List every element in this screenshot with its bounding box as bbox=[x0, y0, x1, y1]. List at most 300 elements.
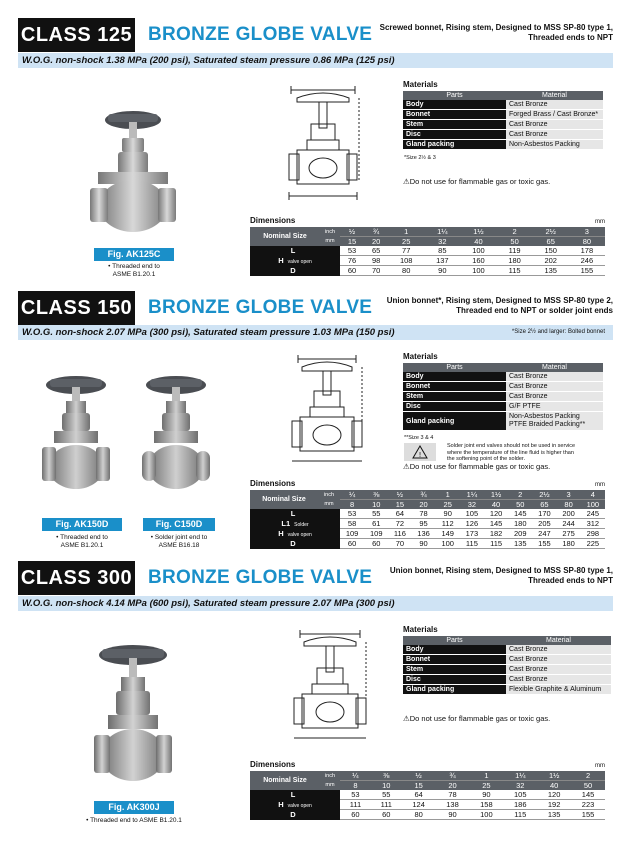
dimension-value: 209 bbox=[508, 529, 532, 539]
dimension-value: 119 bbox=[497, 246, 533, 256]
part-name: Gland packing bbox=[403, 412, 506, 431]
part-material: Cast Bronze bbox=[506, 645, 611, 655]
dimension-value: 160 bbox=[460, 256, 496, 266]
inch-size: 3 bbox=[569, 227, 605, 237]
description-line-2: Threaded end to NPT or solder joint ends bbox=[456, 306, 613, 315]
dimension-value: 244 bbox=[557, 519, 581, 529]
dimension-value: 64 bbox=[402, 790, 436, 800]
mm-size: 40 bbox=[537, 781, 571, 791]
nominal-size-label: Nominal Size bbox=[250, 771, 320, 790]
class-label: CLASS 125 bbox=[18, 18, 135, 52]
part-material: Cast Bronze bbox=[506, 100, 603, 110]
dimension-value: 70 bbox=[364, 266, 388, 276]
row-label: L bbox=[250, 790, 340, 800]
inch-size: 1¼ bbox=[424, 227, 460, 237]
product-title: BRONZE GLOBE VALVE bbox=[148, 567, 373, 588]
figure-caption bbox=[84, 263, 184, 279]
size-note: *Size 2½ & 3 bbox=[404, 155, 436, 161]
dimension-value: 223 bbox=[571, 800, 605, 810]
dimension-value: 182 bbox=[484, 529, 508, 539]
section-class-125 bbox=[0, 0, 633, 285]
dimensions-unit: mm bbox=[595, 763, 605, 769]
dimension-row-l bbox=[250, 790, 605, 800]
part-material: Forged Brass / Cast Bronze* bbox=[506, 110, 603, 120]
mm-size: 25 bbox=[469, 781, 503, 791]
dimension-value: 135 bbox=[537, 810, 571, 820]
mm-size: 15 bbox=[340, 237, 364, 247]
part-name: Disc bbox=[403, 675, 506, 685]
mm-size: 10 bbox=[371, 781, 402, 791]
dimension-value: 80 bbox=[402, 810, 436, 820]
dimension-value: 115 bbox=[497, 266, 533, 276]
materials-row bbox=[403, 402, 603, 412]
valve-photo bbox=[88, 108, 178, 246]
pressure-rating-band: W.O.G. non-shock 1.38 MPa (200 psi), Saturated steam pressure 0.86 MPa (125 psi) bbox=[18, 53, 613, 68]
dimension-value: 155 bbox=[532, 539, 556, 549]
materials-block bbox=[403, 625, 611, 715]
inch-size: 2 bbox=[571, 771, 605, 781]
mm-size: 65 bbox=[532, 500, 556, 510]
dimensions-block bbox=[250, 760, 605, 832]
dimension-value: 155 bbox=[569, 266, 605, 276]
dimension-row-l bbox=[250, 246, 605, 256]
dimensions-title: Dimensions bbox=[250, 479, 296, 488]
materials-table bbox=[403, 363, 603, 431]
inch-size: 1½ bbox=[537, 771, 571, 781]
dimension-value: 115 bbox=[484, 539, 508, 549]
materials-table bbox=[403, 636, 611, 695]
dimension-value: 60 bbox=[340, 266, 364, 276]
material-header: Material bbox=[506, 363, 603, 372]
part-name: Stem bbox=[403, 120, 506, 130]
dimension-value: 64 bbox=[388, 509, 411, 519]
mm-size: 80 bbox=[557, 500, 581, 510]
dimension-value: 95 bbox=[411, 519, 435, 529]
product-title: BRONZE GLOBE VALVE bbox=[148, 24, 373, 45]
inch-size: ½ bbox=[340, 227, 364, 237]
part-material: Cast Bronze bbox=[506, 392, 603, 402]
dimensions-table bbox=[250, 490, 605, 549]
band-note: *Size 2½ and larger: Bolted bonnet bbox=[511, 329, 605, 335]
dimension-value: 170 bbox=[532, 509, 556, 519]
dimension-row-d bbox=[250, 810, 605, 820]
mm-unit: mm bbox=[320, 237, 340, 247]
inch-size: 1¼ bbox=[503, 771, 537, 781]
inch-unit: inch bbox=[318, 490, 340, 500]
dimension-value: 100 bbox=[436, 539, 460, 549]
parts-header: Parts bbox=[403, 636, 506, 645]
dimension-value: 109 bbox=[364, 529, 388, 539]
part-material: Non-Asbestos Packing PTFE Braided Packing** bbox=[506, 412, 603, 431]
mm-size: 8 bbox=[340, 500, 364, 510]
row-label: L bbox=[250, 246, 340, 256]
dimension-value: 180 bbox=[557, 539, 581, 549]
inch-size: 2½ bbox=[533, 227, 569, 237]
description-line-1: Union bonnet*, Rising stem, Designed to MSS SP-80 type 2, bbox=[386, 296, 613, 305]
dimension-value: 53 bbox=[340, 509, 364, 519]
dimensions-title: Dimensions bbox=[250, 760, 296, 769]
materials-row bbox=[403, 392, 603, 402]
description-line-2: Threaded ends to NPT bbox=[528, 33, 613, 42]
mm-size: 32 bbox=[460, 500, 484, 510]
dimension-value: 247 bbox=[532, 529, 556, 539]
part-name: Body bbox=[403, 645, 506, 655]
dimension-row-l1 bbox=[250, 519, 605, 529]
inch-size: ⅜ bbox=[364, 490, 388, 500]
nominal-size-label: Nominal Size bbox=[250, 227, 320, 246]
pressure-rating-band bbox=[18, 325, 613, 340]
section-header bbox=[18, 561, 613, 595]
inch-size: ¼ bbox=[340, 490, 364, 500]
valve-cross-section-drawing bbox=[288, 355, 366, 467]
row-label: L bbox=[250, 509, 340, 519]
dimensions-block bbox=[250, 479, 605, 551]
dimension-value: 58 bbox=[340, 519, 364, 529]
warning-icon: ⚠ bbox=[403, 714, 410, 723]
mm-size: 10 bbox=[364, 500, 388, 510]
description-line-1: Union bonnet, Rising stem, Designed to MSS SP-80 type 1, bbox=[389, 566, 613, 575]
inch-row bbox=[250, 490, 605, 500]
dimension-value: 115 bbox=[503, 810, 537, 820]
materials-row bbox=[403, 645, 611, 655]
dimensions-unit: mm bbox=[595, 219, 605, 225]
row-label: D bbox=[250, 539, 340, 549]
dimension-row-d bbox=[250, 539, 605, 549]
materials-title: Materials bbox=[403, 352, 438, 361]
dimension-value: 298 bbox=[581, 529, 605, 539]
part-material: Non-Asbestos Packing bbox=[506, 140, 603, 150]
dimension-value: 109 bbox=[340, 529, 364, 539]
inch-unit: inch bbox=[320, 771, 340, 781]
mm-size: 65 bbox=[533, 237, 569, 247]
dimension-value: 60 bbox=[340, 539, 364, 549]
dimension-row-h bbox=[250, 256, 605, 266]
mm-size: 50 bbox=[508, 500, 532, 510]
dimensions-title: Dimensions bbox=[250, 216, 296, 225]
dimension-value: 150 bbox=[533, 246, 569, 256]
section-class-300 bbox=[0, 555, 633, 848]
row-label: H valve open bbox=[250, 256, 340, 266]
figure-label: Fig. AK125C bbox=[94, 248, 174, 261]
part-material: Cast Bronze bbox=[506, 120, 603, 130]
figure-caption bbox=[32, 534, 132, 550]
part-name: Bonnet bbox=[403, 110, 506, 120]
figure-label: Fig. AK150D bbox=[42, 518, 122, 531]
dimension-value: 70 bbox=[388, 539, 411, 549]
svg-text:!: ! bbox=[418, 451, 422, 459]
inch-size: ⅜ bbox=[371, 771, 402, 781]
part-name: Body bbox=[403, 372, 506, 382]
dimension-value: 111 bbox=[371, 800, 402, 810]
materials-title: Materials bbox=[403, 625, 438, 634]
warning-text: ⚠Do not use for flammable gas or toxic gas. bbox=[403, 462, 551, 471]
dimension-value: 145 bbox=[571, 790, 605, 800]
caption-line-2: ASME B16.18 bbox=[158, 542, 200, 549]
dimension-value: 85 bbox=[424, 246, 460, 256]
mm-size: 50 bbox=[571, 781, 605, 791]
mm-size: 8 bbox=[340, 781, 371, 791]
dimension-value: 225 bbox=[581, 539, 605, 549]
inch-size: 4 bbox=[581, 490, 605, 500]
materials-header-row bbox=[403, 363, 603, 372]
figure-label: Fig. C150D bbox=[143, 518, 215, 531]
mm-size: 20 bbox=[364, 237, 388, 247]
inch-size: ¾ bbox=[364, 227, 388, 237]
inch-size: 3 bbox=[557, 490, 581, 500]
materials-row bbox=[403, 140, 603, 150]
part-name: Bonnet bbox=[403, 655, 506, 665]
parts-header: Parts bbox=[403, 363, 506, 372]
part-material: Cast Bronze bbox=[506, 665, 611, 675]
warning-icon: ⚠ bbox=[403, 462, 410, 471]
inch-size: 1 bbox=[388, 227, 424, 237]
materials-table bbox=[403, 91, 603, 150]
dimensions-table bbox=[250, 771, 605, 820]
dimension-value: 98 bbox=[364, 256, 388, 266]
dimension-value: 126 bbox=[460, 519, 484, 529]
dimension-value: 111 bbox=[340, 800, 371, 810]
valve-cross-section-drawing bbox=[283, 84, 363, 206]
material-header: Material bbox=[506, 91, 603, 100]
valve-photo-solder bbox=[140, 375, 212, 495]
product-title: BRONZE GLOBE VALVE bbox=[148, 297, 373, 318]
dimension-value: 100 bbox=[460, 246, 496, 256]
materials-header-row bbox=[403, 91, 603, 100]
part-name: Disc bbox=[403, 130, 506, 140]
mm-unit: mm bbox=[320, 781, 340, 791]
row-label: H valve open bbox=[250, 529, 340, 539]
dimension-value: 55 bbox=[364, 509, 388, 519]
mm-size: 20 bbox=[411, 500, 435, 510]
hazard-icon bbox=[404, 443, 436, 461]
part-name: Body bbox=[403, 100, 506, 110]
dimension-value: 65 bbox=[364, 246, 388, 256]
caption-line-1: • Threaded end to ASME B1.20.1 bbox=[86, 817, 182, 824]
inch-row bbox=[250, 227, 605, 237]
dimension-value: 78 bbox=[436, 790, 470, 800]
dimension-value: 200 bbox=[557, 509, 581, 519]
inch-size: 2½ bbox=[532, 490, 556, 500]
dimension-value: 105 bbox=[503, 790, 537, 800]
materials-row bbox=[403, 382, 603, 392]
caption-line-1: • Threaded end to bbox=[108, 263, 160, 270]
mm-size: 15 bbox=[388, 500, 411, 510]
dimension-value: 120 bbox=[484, 509, 508, 519]
row-label: D bbox=[250, 266, 340, 276]
parts-header: Parts bbox=[403, 91, 506, 100]
dimension-value: 145 bbox=[484, 519, 508, 529]
hazard-text: Solder joint end valves should not be used in service where the temperature of the line fluid is higher than the softening point of the solder. bbox=[447, 443, 576, 462]
valve-photo bbox=[90, 643, 176, 793]
section-header bbox=[18, 291, 613, 325]
row-label: H valve open bbox=[250, 800, 340, 810]
inch-size: 1 bbox=[469, 771, 503, 781]
caption-line-2: ASME B1.20.1 bbox=[60, 542, 104, 549]
dimension-value: 100 bbox=[460, 266, 496, 276]
description-line-2: Threaded ends to NPT bbox=[528, 576, 613, 585]
dimension-value: 202 bbox=[533, 256, 569, 266]
dimensions-block bbox=[250, 216, 605, 276]
header-description bbox=[387, 296, 613, 316]
dimension-value: 55 bbox=[371, 790, 402, 800]
part-material: Flexible Graphite & Aluminum bbox=[506, 685, 611, 695]
class-label: CLASS 300 bbox=[18, 561, 135, 595]
dimension-value: 78 bbox=[411, 509, 435, 519]
figure-caption bbox=[129, 534, 229, 550]
inch-size: 1¼ bbox=[460, 490, 484, 500]
materials-row bbox=[403, 110, 603, 120]
dimension-value: 192 bbox=[537, 800, 571, 810]
size-note: **Size 3 & 4 bbox=[404, 435, 434, 441]
materials-title: Materials bbox=[403, 80, 438, 89]
part-material: G/F PTFE bbox=[506, 402, 603, 412]
header-description bbox=[380, 23, 613, 43]
figure-caption bbox=[64, 817, 204, 825]
dimension-value: 275 bbox=[557, 529, 581, 539]
materials-row bbox=[403, 130, 603, 140]
dimension-row-h bbox=[250, 800, 605, 810]
materials-row bbox=[403, 100, 603, 110]
dimension-value: 135 bbox=[533, 266, 569, 276]
mm-size: 25 bbox=[388, 237, 424, 247]
valve-cross-section-drawing bbox=[290, 630, 370, 745]
dimension-value: 180 bbox=[508, 519, 532, 529]
dimension-row-d bbox=[250, 266, 605, 276]
materials-block bbox=[403, 80, 603, 180]
dimension-value: 178 bbox=[569, 246, 605, 256]
dimension-value: 90 bbox=[411, 539, 435, 549]
warning-text: ⚠Do not use for flammable gas or toxic gas. bbox=[403, 177, 551, 186]
warning-icon: ⚠ bbox=[403, 177, 410, 186]
mm-size: 80 bbox=[569, 237, 605, 247]
inch-unit: inch bbox=[320, 227, 340, 237]
dimension-value: 124 bbox=[402, 800, 436, 810]
dimension-value: 312 bbox=[581, 519, 605, 529]
dimension-value: 90 bbox=[424, 266, 460, 276]
dimension-value: 72 bbox=[388, 519, 411, 529]
part-material: Cast Bronze bbox=[506, 372, 603, 382]
materials-row bbox=[403, 372, 603, 382]
part-name: Stem bbox=[403, 665, 506, 675]
part-material: Cast Bronze bbox=[506, 382, 603, 392]
dimension-value: 180 bbox=[497, 256, 533, 266]
material-header: Material bbox=[506, 636, 611, 645]
dimension-value: 77 bbox=[388, 246, 424, 256]
class-label: CLASS 150 bbox=[18, 291, 135, 325]
materials-row bbox=[403, 120, 603, 130]
dimension-value: 53 bbox=[340, 790, 371, 800]
mm-size: 40 bbox=[460, 237, 496, 247]
mm-size: 15 bbox=[402, 781, 436, 791]
mm-size: 32 bbox=[424, 237, 460, 247]
dimension-value: 60 bbox=[364, 539, 388, 549]
inch-size: 1½ bbox=[484, 490, 508, 500]
dimension-value: 90 bbox=[469, 790, 503, 800]
materials-row bbox=[403, 412, 603, 431]
caption-line-1: • Solder joint end to bbox=[150, 534, 208, 541]
caption-line-2: ASME B1.20.1 bbox=[112, 271, 156, 278]
dimension-value: 115 bbox=[460, 539, 484, 549]
caption-line-1: • Threaded end to bbox=[56, 534, 108, 541]
dimension-value: 80 bbox=[388, 266, 424, 276]
description-line-1: Screwed bonnet, Rising stem, Designed to MSS SP-80 type 1, bbox=[379, 23, 613, 32]
valve-photo bbox=[40, 375, 112, 495]
mm-size: 40 bbox=[484, 500, 508, 510]
figure-label: Fig. AK300J bbox=[94, 801, 174, 814]
dimension-value: 100 bbox=[469, 810, 503, 820]
mm-size: 25 bbox=[436, 500, 460, 510]
inch-row bbox=[250, 771, 605, 781]
dimension-value: 105 bbox=[460, 509, 484, 519]
dimension-value: 61 bbox=[364, 519, 388, 529]
part-name: Bonnet bbox=[403, 382, 506, 392]
header-description bbox=[390, 566, 613, 586]
part-name: Gland packing bbox=[403, 140, 506, 150]
dimension-value: 158 bbox=[469, 800, 503, 810]
dimensions-table bbox=[250, 227, 605, 276]
dimension-value: 173 bbox=[460, 529, 484, 539]
mm-size: 20 bbox=[436, 781, 470, 791]
row-label: L1 Solder bbox=[250, 519, 340, 529]
dimension-value: 116 bbox=[388, 529, 411, 539]
inch-size: 2 bbox=[497, 227, 533, 237]
dimension-value: 186 bbox=[503, 800, 537, 810]
section-header bbox=[18, 18, 613, 52]
nominal-size-label: Nominal Size bbox=[250, 490, 318, 509]
dimension-row-h bbox=[250, 529, 605, 539]
inch-size: ½ bbox=[388, 490, 411, 500]
part-material: Cast Bronze bbox=[506, 130, 603, 140]
dimension-value: 60 bbox=[340, 810, 371, 820]
dimension-value: 76 bbox=[340, 256, 364, 266]
inch-size: ¼ bbox=[340, 771, 371, 781]
inch-size: 1 bbox=[436, 490, 460, 500]
mm-size: 50 bbox=[497, 237, 533, 247]
dimension-value: 60 bbox=[371, 810, 402, 820]
part-name: Disc bbox=[403, 402, 506, 412]
dimension-value: 108 bbox=[388, 256, 424, 266]
materials-row bbox=[403, 665, 611, 675]
part-name: Stem bbox=[403, 392, 506, 402]
mm-size: 32 bbox=[503, 781, 537, 791]
row-label: D bbox=[250, 810, 340, 820]
dimension-value: 90 bbox=[436, 509, 460, 519]
materials-row bbox=[403, 675, 611, 685]
mm-size: 100 bbox=[581, 500, 605, 510]
dimension-value: 53 bbox=[340, 246, 364, 256]
pressure-rating-text: W.O.G. non-shock 2.07 MPa (300 psi), Saturated steam pressure 1.03 MPa (150 psi) bbox=[22, 327, 395, 338]
dimension-value: 205 bbox=[532, 519, 556, 529]
dimension-row-l bbox=[250, 509, 605, 519]
dimension-value: 90 bbox=[436, 810, 470, 820]
dimension-value: 112 bbox=[436, 519, 460, 529]
dimensions-unit: mm bbox=[595, 482, 605, 488]
dimension-value: 155 bbox=[571, 810, 605, 820]
section-class-150 bbox=[0, 285, 633, 555]
mm-unit: mm bbox=[318, 500, 340, 510]
dimension-value: 137 bbox=[424, 256, 460, 266]
dimension-value: 136 bbox=[411, 529, 435, 539]
materials-row bbox=[403, 685, 611, 695]
inch-size: 1½ bbox=[460, 227, 496, 237]
dimension-value: 245 bbox=[581, 509, 605, 519]
dimension-value: 149 bbox=[436, 529, 460, 539]
part-name: Gland packing bbox=[403, 685, 506, 695]
dimension-value: 138 bbox=[436, 800, 470, 810]
dimension-value: 246 bbox=[569, 256, 605, 266]
materials-header-row bbox=[403, 636, 611, 645]
materials-block bbox=[403, 352, 603, 442]
